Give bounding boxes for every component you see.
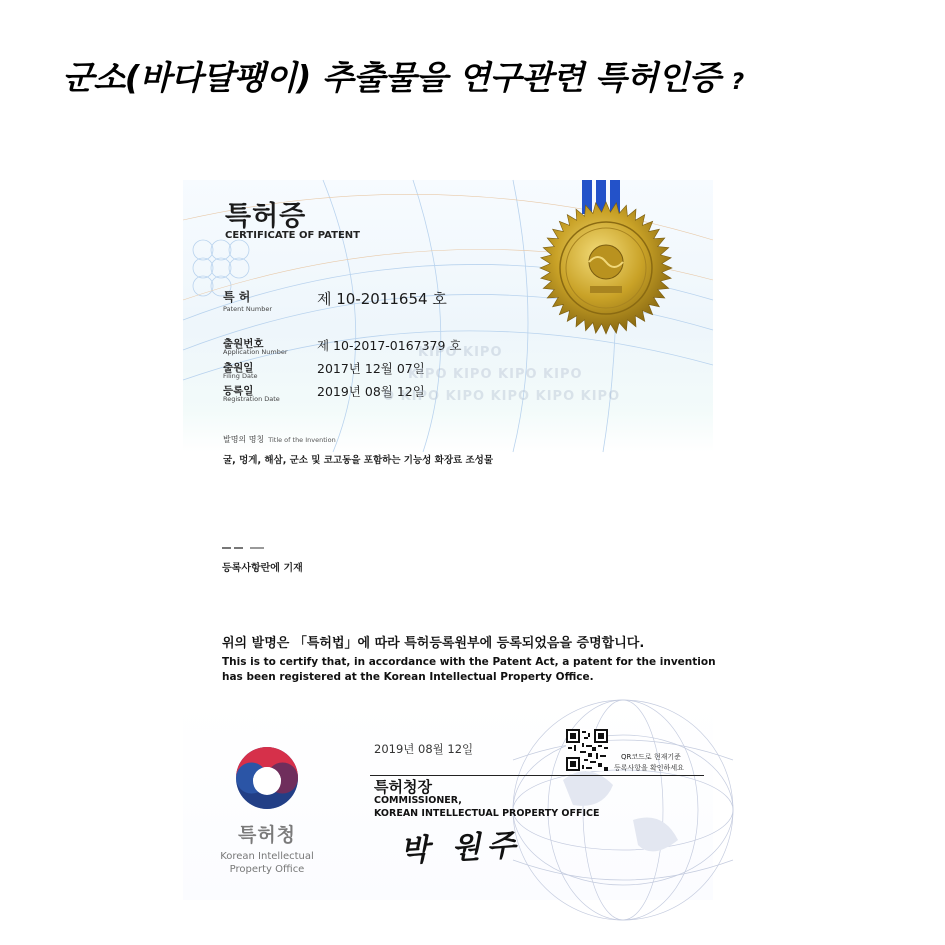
- taegeuk-logo-icon: [234, 745, 300, 811]
- invention-label: [223, 434, 336, 445]
- watermark-text: KIPO KIPO KIPO KIPO: [408, 367, 583, 382]
- certification-statement-en-line1: This is to certify that, in accordance with the Patent Act, a patent for the invention: [222, 656, 716, 668]
- office-name-en-line2: Property Office: [229, 864, 305, 875]
- qr-code-icon: [566, 729, 608, 771]
- application-number-label: 출원번호: [223, 338, 264, 350]
- application-number-label-en: Application Number: [223, 348, 288, 356]
- qr-note-line1: QR코드로 현재기준: [621, 753, 681, 761]
- invention-label-ko: 발명의 명칭: [223, 435, 265, 444]
- slide-title-text: 군소(바다달팽이) 추출물을 연구관련 특허인증: [62, 58, 721, 97]
- certificate-top: [183, 180, 713, 466]
- gold-seal-icon: [538, 200, 674, 336]
- certificate-subtitle: CERTIFICATE OF PATENT: [225, 230, 360, 241]
- commissioner-signature: 박 원주: [399, 827, 523, 870]
- commissioner-title-en-line2: KOREAN INTELLECTUAL PROPERTY OFFICE: [374, 808, 600, 819]
- patent-number-label: 특 허: [223, 290, 251, 304]
- register-note: 등록사항란에 기재: [222, 563, 303, 574]
- registration-date-label: 등록일: [223, 385, 254, 397]
- application-number-value: 제 10-2017-0167379 호: [317, 338, 462, 353]
- invention-title: 굴, 멍게, 해삼, 군소 및 코고동을 포함하는 기능성 화장료 조성물: [223, 455, 494, 466]
- invention-label-en: Title of the Invention: [268, 436, 336, 444]
- slide-title-mark: ?: [731, 70, 744, 95]
- registration-date-label-en: Registration Date: [223, 395, 280, 403]
- registration-date-value: 2019년 08월 12일: [317, 384, 425, 399]
- commissioner-title-en-line1: COMMISSIONER,: [374, 795, 462, 806]
- cropped-text-fragment: [222, 546, 264, 550]
- certification-statement-en-line2: has been registered at the Korean Intellectual Property Office.: [222, 671, 594, 683]
- watermark-text: KIPO KIPO: [418, 345, 503, 360]
- certificate-title: 특허증: [225, 201, 307, 232]
- office-name-en-line1: Korean Intellectual: [220, 851, 314, 862]
- certification-statement-ko: 위의 발명은 「특허법」에 따라 특허등록원부에 등록되었음을 증명합니다.: [222, 636, 645, 651]
- slide-title: [62, 52, 744, 99]
- commissioner-title-ko: 특허청장: [374, 778, 432, 796]
- patent-number-label-en: Patent Number: [223, 305, 273, 313]
- filing-date-value: 2017년 12월 07일: [317, 361, 425, 376]
- patent-number-value: 제 10-2011654 호: [317, 290, 447, 308]
- filing-date-label: 출원일: [223, 362, 254, 374]
- office-name-ko: 특허청: [237, 824, 297, 846]
- watermark-text: O KIPO KIPO KIPO KIPO KIPO: [383, 389, 621, 404]
- issue-date: 2019년 08월 12일: [374, 742, 474, 756]
- qr-note-line2: 등록사항을 확인하세요: [614, 764, 684, 772]
- filing-date-label-en: Filing Date: [223, 372, 258, 380]
